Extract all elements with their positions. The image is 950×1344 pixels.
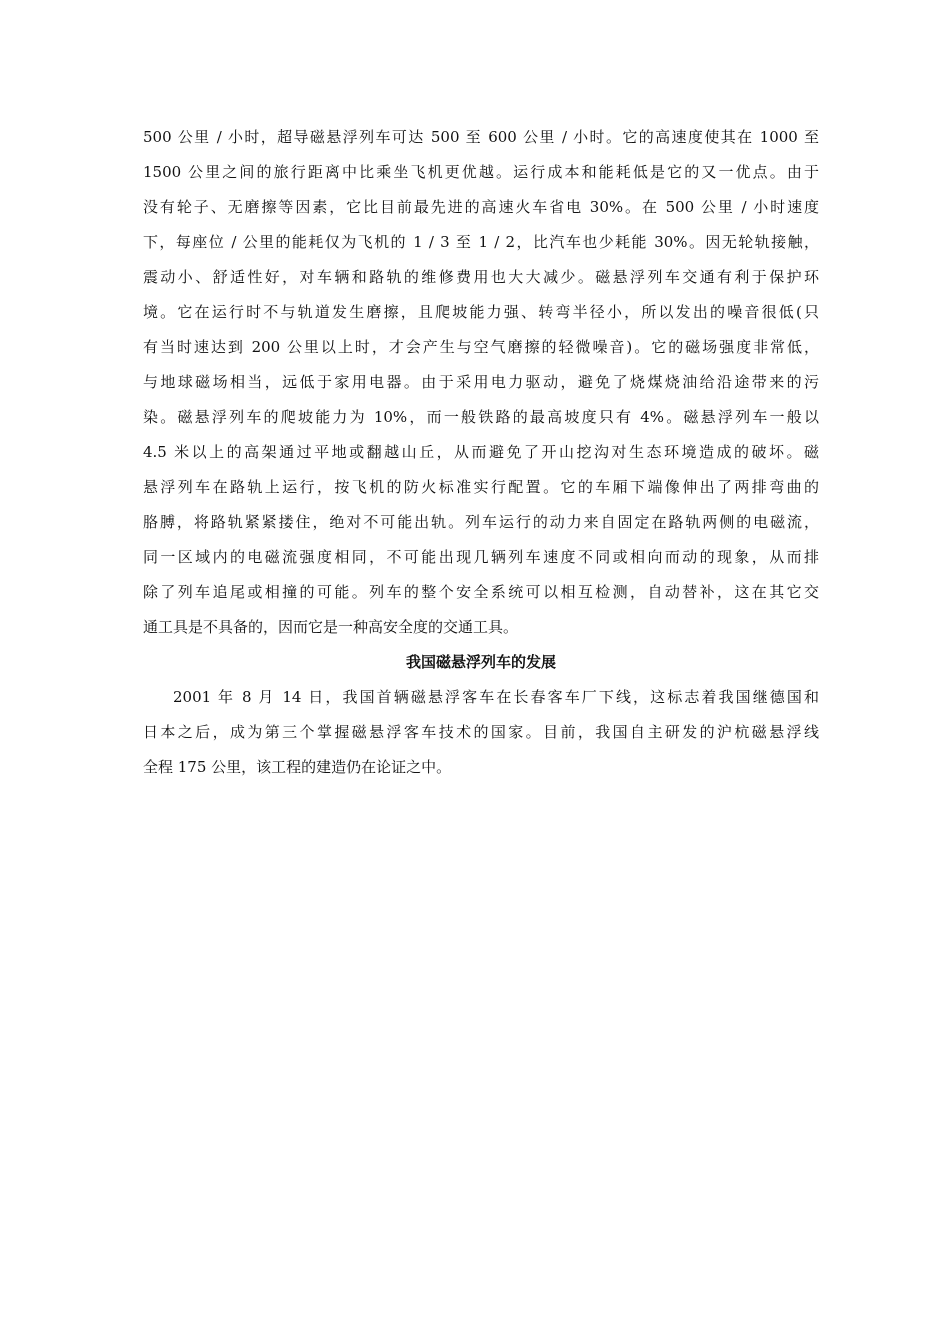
text-line: 染。磁悬浮列车的爬坡能力为 10%，而一般铁路的最高坡度只有 4%。磁悬浮列车一般以: [143, 408, 819, 426]
paragraph-maglev-advantages: [143, 120, 819, 645]
text-line: 通工具是不具备的，因而它是一种高安全度的交通工具。: [143, 618, 519, 636]
document-body: [143, 120, 819, 785]
text-line: 500 公里 / 小时，超导磁悬浮列车可达 500 至 600 公里 / 小时。它的高速度使其在 1000 至: [143, 128, 819, 146]
text-line: 有当时速达到 200 公里以上时，才会产生与空气磨擦的轻微噪音)。它的磁场强度非常低，: [143, 338, 819, 356]
text-line: 除了列车追尾或相撞的可能。列车的整个安全系统可以相互检测，自动替补，这在其它交: [143, 583, 819, 601]
paragraph-china-maglev: [143, 680, 819, 785]
section-heading: 我国磁悬浮列车的发展: [405, 653, 556, 671]
text-line: 境。它在运行时不与轨道发生磨擦，且爬坡能力强、转弯半径小，所以发出的噪音很低(只: [143, 303, 819, 321]
text-line: 与地球磁场相当，远低于家用电器。由于采用电力驱动，避免了烧煤烧油给沿途带来的污: [143, 373, 819, 391]
text-line: 下，每座位 / 公里的能耗仅为飞机的 1 / 3 至 1 / 2，比汽车也少耗能 30%。因无轮轨接触，: [143, 233, 819, 251]
text-line: 日本之后，成为第三个掌握磁悬浮客车技术的国家。目前，我国自主研发的沪杭磁悬浮线: [143, 723, 819, 741]
text-line: 4.5 米以上的高架通过平地或翻越山丘，从而避免了开山挖沟对生态环境造成的破坏。磁: [143, 443, 819, 461]
text-line: 同一区域内的电磁流强度相同，不可能出现几辆列车速度不同或相向而动的现象，从而排: [143, 548, 819, 566]
text-line: 悬浮列车在路轨上运行，按飞机的防火标准实行配置。它的车厢下端像伸出了两排弯曲的: [143, 478, 819, 496]
text-line: 2001 年 8 月 14 日，我国首辆磁悬浮客车在长春客车厂下线，这标志着我国继德国和: [173, 688, 819, 706]
text-line: 1500 公里之间的旅行距离中比乘坐飞机更优越。运行成本和能耗低是它的又一优点。由于: [143, 163, 819, 181]
text-line: 震动小、舒适性好，对车辆和路轨的维修费用也大大减少。磁悬浮列车交通有利于保护环: [143, 268, 819, 286]
text-line: 没有轮子、无磨擦等因素，它比目前最先进的高速火车省电 30%。在 500 公里 / 小时速度: [143, 198, 819, 216]
text-line: 胳膊，将路轨紧紧搂住，绝对不可能出轨。列车运行的动力来自固定在路轨两侧的电磁流，: [143, 513, 819, 531]
text-line: 全程 175 公里，该工程的建造仍在论证之中。: [143, 758, 452, 776]
